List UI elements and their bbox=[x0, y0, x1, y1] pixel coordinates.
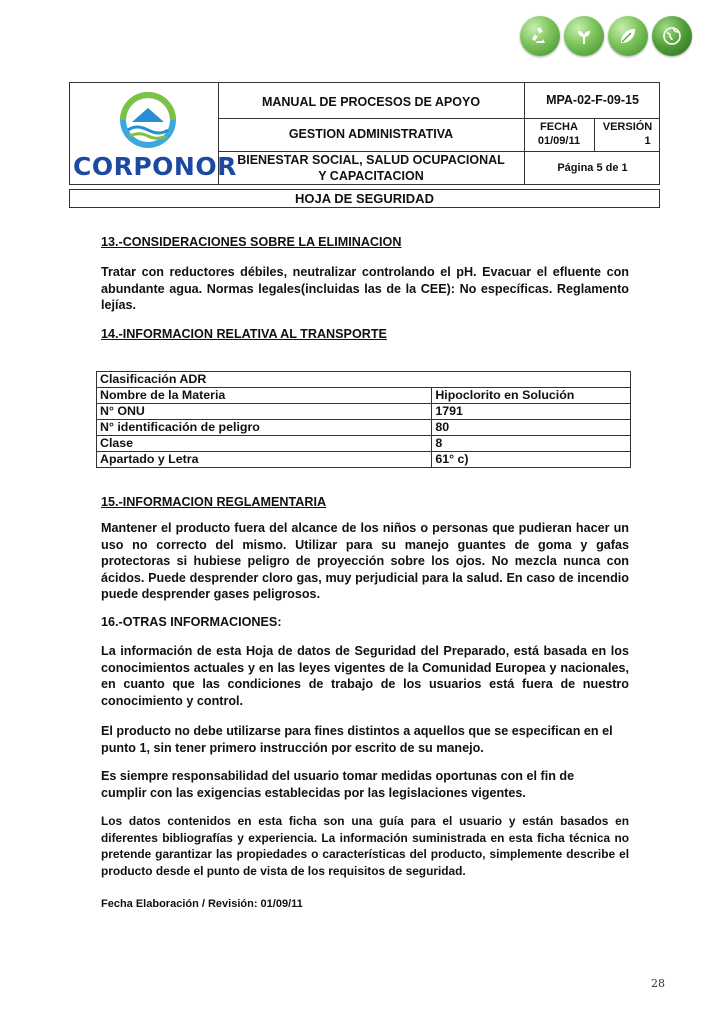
section-16-title: 16.-OTRAS INFORMACIONES: bbox=[101, 615, 282, 629]
hoja-de-seguridad-title: HOJA DE SEGURIDAD bbox=[69, 189, 660, 208]
section-15-title: 15.-INFORMACION REGLAMENTARIA bbox=[101, 495, 327, 509]
table-label: Clasificación ADR bbox=[97, 372, 432, 388]
section-16-p3-line2: cumplir con las exigencias establecidas por las legislaciones vigentes. bbox=[101, 785, 526, 800]
fecha-value: 01/09/11 bbox=[537, 135, 581, 147]
table-row bbox=[97, 404, 631, 420]
bienestar-line2: Y CAPACITACION bbox=[318, 169, 424, 183]
page-number: 28 bbox=[651, 977, 665, 990]
table-label: Nombre de la Materia bbox=[97, 388, 432, 404]
table-label: Clase bbox=[97, 436, 432, 452]
table-label: N° ONU bbox=[97, 404, 432, 420]
section-16-p2 bbox=[101, 723, 641, 756]
table-value: 1791 bbox=[432, 404, 631, 420]
table-value: 61° c) bbox=[432, 452, 631, 468]
seedling-icon bbox=[564, 16, 604, 56]
eco-icons bbox=[520, 16, 692, 56]
table-value: Hipoclorito en Solución bbox=[432, 388, 631, 404]
doc-code: MPA-02-F-09-15 bbox=[546, 93, 639, 107]
table-value: 80 bbox=[432, 420, 631, 436]
logo-text: CORPONOR bbox=[73, 152, 237, 181]
fecha-label: FECHA bbox=[540, 121, 578, 133]
fecha-elaboracion: Fecha Elaboración / Revisión: 01/09/11 bbox=[101, 898, 303, 910]
section-13-title: 13.-CONSIDERACIONES SOBRE LA ELIMINACION bbox=[101, 235, 402, 249]
section-16-p2-line1: El producto no debe utilizarse para fines distintos a aquellos que se especifican en el bbox=[101, 724, 613, 738]
bienestar-line1: BIENESTAR SOCIAL, SALUD OCUPACIONAL bbox=[237, 153, 505, 167]
section-15-text: Mantener el producto fuera del alcance de los niños o personas que pudieran hacer un uso no correcto del mismo. Utilizar para su manejo guantes de goma y gafas protectoras si hubiese peligro de proyección sobre los ojos. No mezcla nunca con ácidos. Puede desprender cloro gas, muy perjudicial para la salud. En caso de incendio puede desprender gases peligrosos. bbox=[101, 521, 629, 601]
table-value: 8 bbox=[432, 436, 631, 452]
globe-icon bbox=[652, 16, 692, 56]
page-indicator: Página 5 de 1 bbox=[557, 162, 628, 174]
version-value: 1 bbox=[644, 135, 651, 147]
logo-emblem-icon bbox=[70, 84, 218, 154]
table-row bbox=[97, 372, 631, 388]
table-row bbox=[97, 420, 631, 436]
table-row bbox=[97, 436, 631, 452]
table-label: Apartado y Letra bbox=[97, 452, 432, 468]
section-16-p1: La información de esta Hoja de datos de Seguridad del Preparado, está basada en los conocimientos actuales y en las leyes vigentes de la Comunidad Europea y nacionales, en cuanto que las condiciones de trabajo de los usuarios está fuera de nuestro conocimiento y control. bbox=[101, 644, 629, 708]
corponor-logo bbox=[70, 84, 237, 182]
manual-title: MANUAL DE PROCESOS DE APOYO bbox=[261, 95, 481, 109]
table-row bbox=[97, 388, 631, 404]
section-13-text: Tratar con reductores débiles, neutralizar controlando el pH. Evacuar el efluente con abundante agua. Normas legales(incluidas las de la CEE): No específicas. Reglamento lejías. bbox=[101, 265, 629, 312]
section-16-p2-line2: punto 1, sin tener primero instrucción por escrito de su manejo. bbox=[101, 740, 484, 755]
table-value bbox=[432, 372, 631, 388]
leaf-icon bbox=[608, 16, 648, 56]
section-14-title: 14.-INFORMACION RELATIVA AL TRANSPORTE bbox=[101, 327, 387, 341]
section-16-p3-line1: Es siempre responsabilidad del usuario tomar medidas oportunas con el fin de bbox=[101, 769, 575, 783]
transport-table bbox=[96, 371, 631, 468]
gestion-title: GESTION ADMINISTRATIVA bbox=[288, 127, 454, 141]
recycle-icon bbox=[520, 16, 560, 56]
section-16-p4: Los datos contenidos en esta ficha son una guía para el usuario y están basados en diferentes bibliografías y experiencia. La información suministrada en esta ficha técnica no pretende garantizar las propiedades o características del producto, simplemente describe el producto desde el punto de vista de los requisitos de seguridad. bbox=[101, 814, 629, 878]
table-label: N° identificación de peligro bbox=[97, 420, 432, 436]
section-16-p3 bbox=[101, 768, 629, 801]
version-label: VERSIÓN bbox=[602, 121, 653, 133]
table-row bbox=[97, 452, 631, 468]
